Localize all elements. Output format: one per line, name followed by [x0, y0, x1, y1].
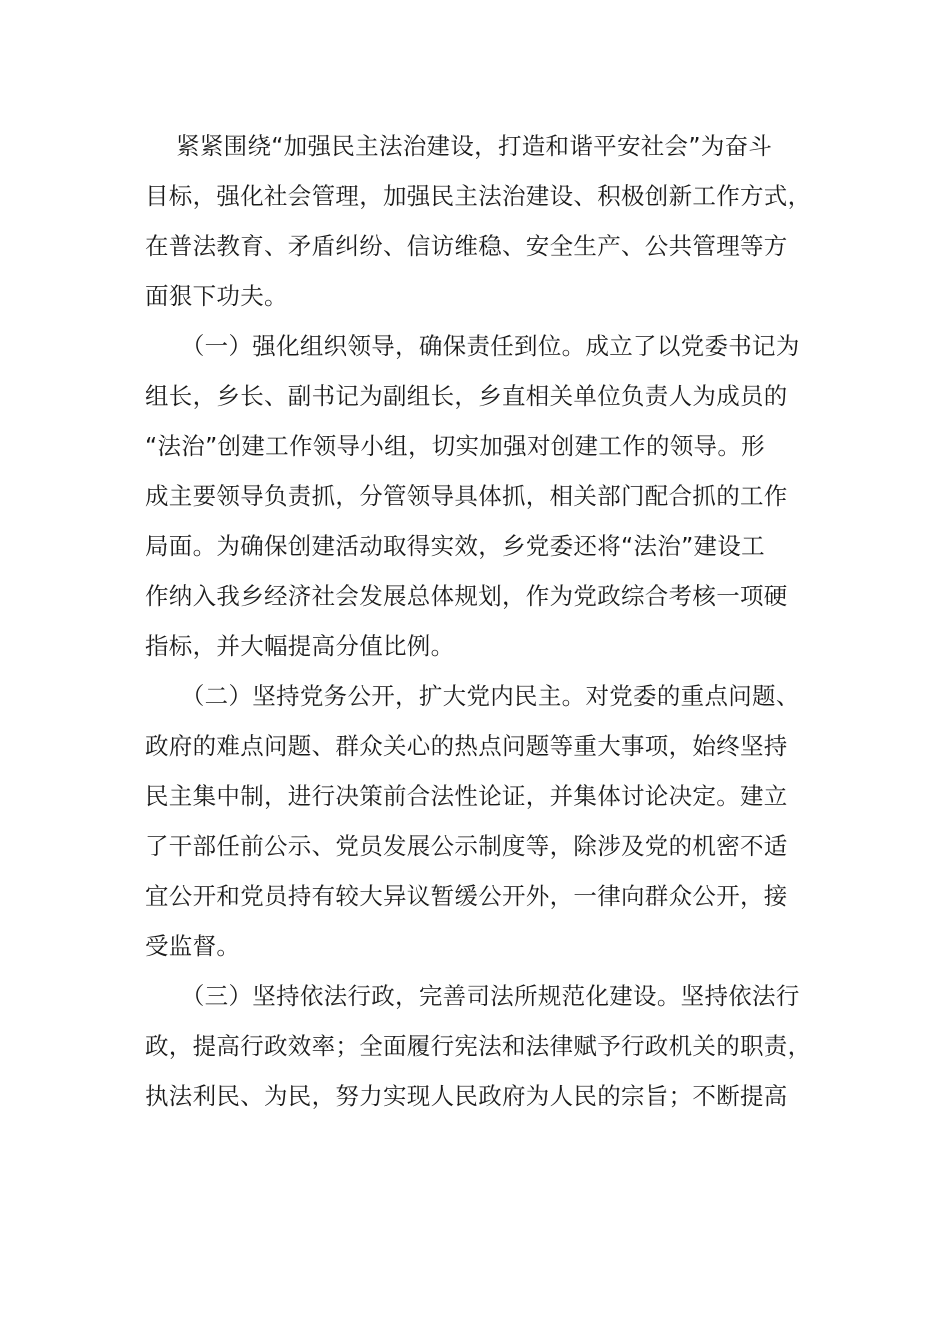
- paragraph-section-3: [145, 971, 813, 1121]
- text-line: （一）强化组织领导，确保责任到位。成立了以党委书记为: [145, 332, 800, 360]
- paragraph-section-1: [145, 321, 813, 671]
- text-line: 政，提高行政效率；全面履行宪法和法律赋予行政机关的职责，: [145, 1032, 812, 1060]
- paragraph-section-2: [145, 671, 813, 971]
- text-line: 成主要领导负责抓，分管领导具体抓，相关部门配合抓的工作: [145, 482, 788, 510]
- text-line: 局面。为确保创建活动取得实效，乡党委还将“法治”建设工: [145, 532, 765, 560]
- text-line: 受监督。: [145, 932, 241, 960]
- text-line: （三）坚持依法行政，完善司法所规范化建设。坚持依法行: [145, 982, 800, 1010]
- text-line: 指标，并大幅提高分值比例。: [145, 632, 455, 660]
- text-line: 紧紧围绕“加强民主法治建设，打造和谐平安社会”为奋斗: [145, 132, 773, 160]
- document-body: [145, 121, 813, 1121]
- text-line: 组长，乡长、副书记为副组长，乡直相关单位负责人为成员的: [145, 382, 788, 410]
- text-line: 政府的难点问题、群众关心的热点问题等重大事项，始终坚持: [145, 732, 788, 760]
- text-line: 在普法教育、矛盾纠纷、信访维稳、安全生产、公共管理等方: [145, 232, 788, 260]
- text-line: “法治”创建工作领导小组，切实加强对创建工作的领导。形: [145, 432, 765, 460]
- text-line: 面狠下功夫。: [145, 282, 288, 310]
- text-line: （二）坚持党务公开，扩大党内民主。对党委的重点问题、: [145, 682, 800, 710]
- text-line: 目标，强化社会管理，加强民主法治建设、积极创新工作方式，: [145, 182, 812, 210]
- text-line: 宜公开和党员持有较大异议暂缓公开外，一律向群众公开，接: [145, 882, 788, 910]
- text-line: 了干部任前公示、党员发展公示制度等，除涉及党的机密不适: [145, 832, 788, 860]
- text-line: 作纳入我乡经济社会发展总体规划，作为党政综合考核一项硬: [145, 582, 788, 610]
- text-line: 执法利民、为民，努力实现人民政府为人民的宗旨；不断提高: [145, 1082, 788, 1110]
- text-line: 民主集中制，进行决策前合法性论证，并集体讨论决定。建立: [145, 782, 788, 810]
- paragraph-intro: [145, 121, 813, 321]
